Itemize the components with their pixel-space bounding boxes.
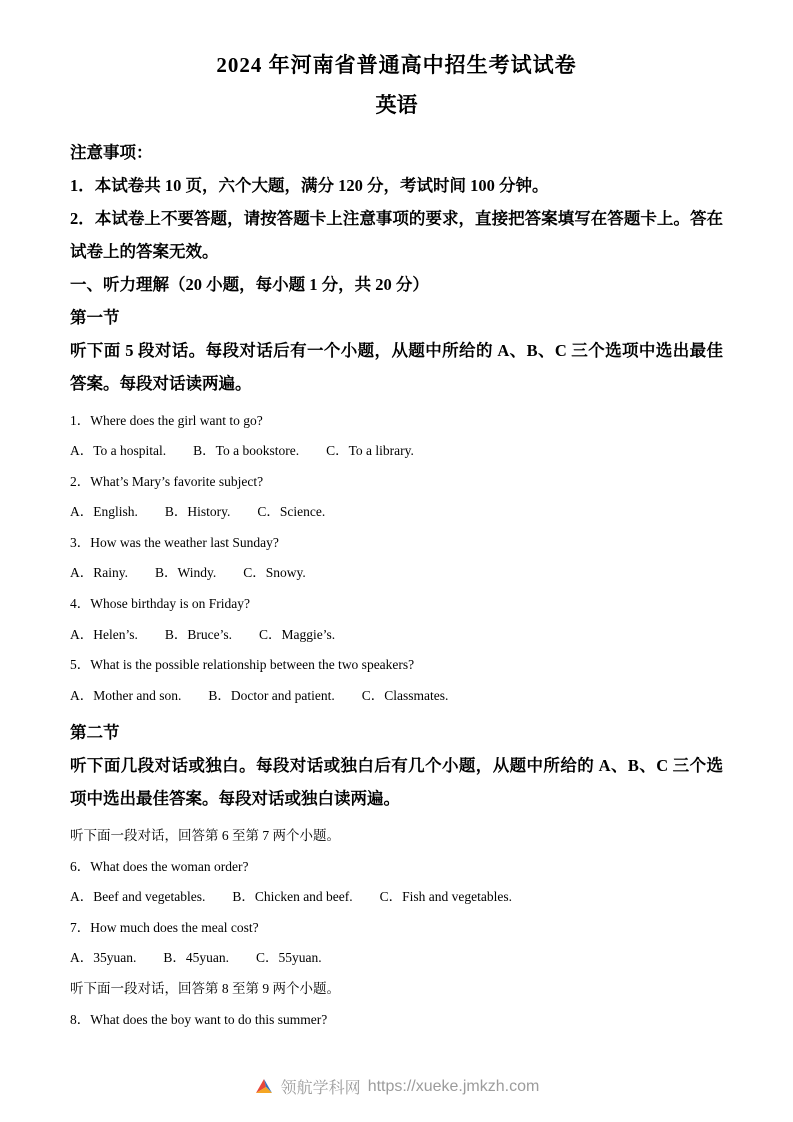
- options-1: A．To a hospital. B．To a bookstore. C．To a library.: [70, 443, 414, 459]
- exam-content: [70, 136, 723, 1030]
- question-2: 2．What’s Mary’s favorite subject?: [70, 473, 264, 489]
- question-6: 6．What does the woman order?: [70, 858, 249, 874]
- options-5: A．Mother and son. B．Doctor and patient. C．Classmates.: [70, 687, 449, 703]
- options-7: A．35yuan. B．45yuan. C．55yuan.: [70, 950, 322, 966]
- dialog-6-7-prompt: 听下面一段对话，回答第 6 至第 7 两个小题。: [70, 828, 340, 844]
- question-3: 3．How was the weather last Sunday?: [70, 534, 279, 550]
- question-8: 8．What does the boy want to do this summer?: [70, 1011, 328, 1027]
- exam-subject: 英语: [375, 93, 418, 118]
- footer-url: https://xueke.jmkzh.com: [367, 1077, 540, 1095]
- part-2-instructions: 听下面几段对话或独白。每段对话或独白后有几个小题，从题中所给的 A、B、C 三个选项中选出最佳答案。每段对话或独白读两遍。: [70, 756, 723, 809]
- footer-site-name: 领航学科网: [280, 1080, 361, 1097]
- options-2: A．English. B．History. C．Science.: [70, 504, 326, 520]
- notice-item-2: 2．本试卷上不要答题，请按答题卡上注意事项的要求，直接把答案填写在答题卡上。答在试卷上的答案无效。: [70, 208, 723, 261]
- question-4: 4．Whose birthday is on Friday?: [70, 595, 250, 611]
- notice-item-1: 1．本试卷共 10 页，六个大题，满分 120 分，考试时间 100 分钟。: [70, 175, 549, 195]
- dialog-8-9-prompt: 听下面一段对话，回答第 8 至第 9 两个小题。: [70, 981, 340, 997]
- options-4: A．Helen’s. B．Bruce’s. C．Maggie’s.: [70, 626, 336, 642]
- part-2-heading: 第二节: [70, 723, 120, 743]
- question-7: 7．How much does the meal cost?: [70, 919, 259, 935]
- options-3: A．Rainy. B．Windy. C．Snowy.: [70, 565, 306, 581]
- options-6: A．Beef and vegetables. B．Chicken and beef. C．Fish and vegetables.: [70, 889, 513, 905]
- question-1: 1．Where does the girl want to go?: [70, 412, 263, 428]
- site-logo-icon: [254, 1077, 274, 1097]
- part-1-instructions: 听下面 5 段对话。每段对话后有一个小题，从题中所给的 A、B、C 三个选项中选出最佳答案。每段对话读两遍。: [70, 340, 723, 393]
- question-5: 5．What is the possible relationship between the two speakers?: [70, 657, 415, 673]
- notice-heading: 注意事项：: [70, 142, 153, 162]
- exam-title: 2024 年河南省普通高中招生考试试卷: [216, 53, 577, 77]
- section-1-heading: 一、听力理解（20 小题，每小题 1 分，共 20 分）: [70, 274, 429, 294]
- footer-watermark: [0, 1075, 793, 1098]
- part-1-heading: 第一节: [70, 307, 120, 327]
